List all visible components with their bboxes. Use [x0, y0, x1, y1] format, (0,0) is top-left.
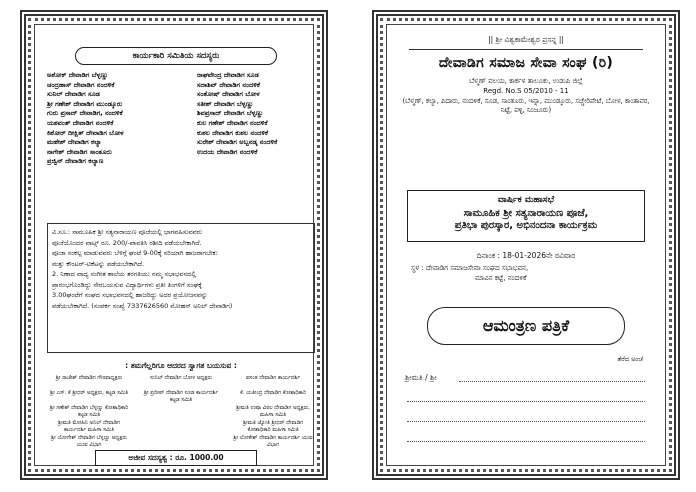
- committee-member: ಚಂದ್ರಹಾಸ್ ದೇವಾಡಿಗ ನಂದಳಿಕೆ: [47, 80, 115, 89]
- committee-member: ಮಹೇಶ್ ದೇವಾಡಿಗ ಕಲ್ಯಾ: [47, 138, 102, 147]
- invitation-title: ಆಮಂತ್ರಣ ಪತ್ರಿಕೆ: [427, 307, 625, 345]
- event-line-2: ಸಾಮೂಹಿಕ ಶ್ರೀ ಸತ್ಯನಾರಾಯಣ ಪೂಜೆ,: [463, 208, 589, 219]
- committee-member: ಅಶೋಕ್ ದೇವಾಡಿಗ ಬೆಳ್ಳಣ್ಣು: [47, 71, 109, 79]
- committee-member: ಸದಾಶಿವ್ ದೇವಾಡಿಗ ನಂದಳಿಕೆ: [197, 80, 261, 89]
- committee-member: ನಾಗೇಶ್ ದೇವಾಡಿಗ ಸಾಂತೂರು: [47, 147, 112, 156]
- members-column-1: [47, 71, 124, 167]
- membership-fee-box: ಅಜೀವ ಸದಸ್ಯತ್ವ : ರೂ. 1000.00: [95, 450, 257, 466]
- committee-heading: ಕಾರ್ಯಕಾರಿ ಸಮಿತಿಯ ಸದಸ್ಯರು: [75, 47, 277, 65]
- event-venue: [411, 263, 655, 283]
- notice-line: ಪೂಜೆಯೊಂದರ ವಾಟ್ಸ್ ರೂ. 200/-ಪಾವತಿಸಿ ರಶೀದಿ ಪಡೆಯಬೇಕಾಗಿದೆ.: [52, 238, 202, 247]
- committee-member: ಸತೀಶ್ ದೇವಾಡಿಗ ಬೆಳ್ಳಣ್ಣು: [197, 99, 254, 108]
- committee-member: ಕುಶಲ ದೇವಾಡಿಗ ಕುಶಲ ನಂದಳಿಕೆ: [197, 128, 269, 137]
- notice-line: ವಿ.ಸೂ.: ಸಾಮೂಹಿಕ ಶ್ರೀ ಸತ್ಯನಾರಾಯಣ ಪೂಜೆಯಲ್ಲಿ ಭಾಗವಹಿಸುವವರು: [52, 228, 203, 236]
- office-bearer: ಶ್ರೀ ರಾಜೇಶ್ ದೇವಾಡಿಗ ಗೌರವಾಧ್ಯಕ್ಷರು: [55, 375, 123, 381]
- members-column-2: [197, 71, 277, 157]
- committee-member: ಕಿಶೋರ್ ದೀಕ್ಷಿತ್ ದೇವಾಡಿಗ ಬೋಳ: [47, 128, 124, 137]
- postage-label: ತೆರೆದ ಅಂಚೆ: [617, 355, 643, 363]
- office-bearer: ಶ್ರೀಮತಿ ಮೋಹಿನಿ ಅನಿಲ್ ದೇವಾಡಿಗ ಕಾರ್ಯದರ್ಶಿ ಮಹಿಳಾ ಸಮಿತಿ: [58, 420, 120, 433]
- office-bearer: ಕೆ. ಯತೀಂದ್ರ ದೇವಾಡಿಗ ಕೋಶಾಧಿಕಾರಿ: [240, 390, 306, 396]
- office-bearer: ಶ್ರೀಮತಿ ಉಷಾ ವಿಠಲ ದೇವಾಡಿಗ ಅಧ್ಯಕ್ಷರು, ಮಹಿಳಾ ಸಮಿತಿ: [236, 405, 310, 418]
- committee-member: ಪ್ರಜ್ವಿನ್ ದೇವಾಡಿಗ ಕಲ್ಯಾಣ: [47, 157, 104, 166]
- committee-member: ಸಂತೋಷ್ ದೇವಾಡಿಗ ಬೋಳ: [197, 90, 260, 99]
- address-line: [407, 401, 645, 402]
- office-bearer: ಶ್ರೀ ಲೋಕೇಶ್ ದೇವಾಡಿಗ ಕಾರ್ಯದರ್ಶಿ ಯುವ ವಿಭಾಗ: [233, 435, 313, 448]
- organization-name: ದೇವಾಡಿಗ ಸಮಾಜ ಸೇವಾ ಸಂಘ (ರಿ): [438, 55, 614, 71]
- office-bearer: ವಸಂತ ದೇವಾಡಿಗ ಕಾರ್ಯದರ್ಶಿ: [245, 375, 301, 381]
- notice-line: 3.00ಘಂಟೆಗೆ ಸಂಘದ ಸಭಾಭವನದಲ್ಲಿ ಹಾಜರಿದ್ದು ಅದರ ಪ್ರಯೋಜನವನ್ನು: [52, 291, 208, 299]
- notice-line: 2. ನಿಣಾದ ವಾದ್ಯ ಸಂಗೀತ ಶಾಲೆಯ ತರಗತಿಯು ನಮ್ಮ ಸಭಾಭವನದಲ್ಲಿ: [52, 270, 197, 278]
- office-bearer: ಶ್ರೀ ಗಣೇಶ್ ದೇವಾಡಿಗ ಬೆಳ್ಳಣ್ಣು ಕೋಶಾಧಿಕಾರಿ ಕಟ್ಟಡ ಸಮಿತಿ: [49, 405, 129, 418]
- office-bearer: ಸುನಿಲ್ ದೇವಾಡಿಗ ಬೋಳ ಅಧ್ಯಕ್ಷರು: [150, 375, 212, 381]
- office-bearer: ಶ್ರೀಮತಿ ಜ್ಯೋತಿ ಶ್ರೀಧರ್ ದೇವಾಡಿಗ ಕೋಶಾಧಿಕಾರಿ ಮಹಿಳಾ ಸಮಿತಿ: [242, 420, 304, 433]
- committee-member: ಶ್ರೀ ಗಣೇಶ್ ದೇವಾಡಿಗ ಮುಂಡ್ಕೂರು: [47, 99, 123, 108]
- event-box: [407, 190, 645, 242]
- committee-member: ಯಶವಂತ್ ದೇವಾಡಿಗ ನಂದಳಿಕೆ: [47, 118, 114, 127]
- notice-line: ಪೂಜಾ ಸಂಕಲ್ಪ ಮಾಡುವವರು ಬೆಳಿಗ್ಗೆ ಘಂಟೆ 9-00ಕ್ಕೆ ಸರಿಯಾಗಿ ಹಾಜರಾಗಬೇಕು: [52, 249, 218, 257]
- committee-member: ಗುರು ಪ್ರಸಾದ್ ದೇವಾಡಿಗ, ನಂದಳಿಕೆ: [47, 109, 123, 118]
- notice-line: ಪಡೆಯಬೇಕಾಗಿದೆ. (ಸಂಪರ್ಕ ಸಂಖ್ಯೆ 7337626560 ಮೋಹನ್ ಅನಿಲ್ ದೇವಾಡಿಗ): [52, 301, 233, 310]
- branch-list: (ಬೆಳ್ಮಣ್, ಕಲ್ಯಾ, ಪಿದಾರು, ನಂದಳಿಕೆ, ಸೂಡ, ಸಾಂತೂರು, ಇನ್ನಾ, ಮುಂಡ್ಕೂರು, ಸಚ್ಚೇರಿಪೇಟೆ, ಬೋಳ, ಕಾಂತಾವರ, ನಿಟ್ಟೆ, ಪಳ್ಳಿ, ನಿಂಜೂರು): [402, 97, 650, 115]
- office-bearer: ಶ್ರೀ ಯೋಗೇಶ್ ದೇವಾಡಿಗ ಬೆಳ್ಳಣ್ಣು ಅಧ್ಯಕ್ಷರು ಯುವ ವಿಭಾಗ: [51, 435, 127, 448]
- notice-line: ಮತ್ತು ಕೌಂಟರ್-ಟಿಕೆಟನ್ನು ಪಡೆಯಬೇಕಾಗಿದೆ.: [52, 259, 145, 268]
- event-title: ವಾರ್ಷಿಕ ಮಹಾಸಭೆ: [497, 195, 555, 205]
- notice-line: ಪ್ರಾರಂಭಗೊಂಡಿದ್ದು ಸೇರಬಯಸುವ ವಿದ್ಯಾರ್ಥಿಗಳು ಪ್ರತೀ ತಿಂಗಳಿಗೆ ಸಂಘಕ್ಕೆ: [52, 280, 202, 289]
- addressee-label: ಶ್ರೀಮತಿ / ಶ್ರೀ: [405, 373, 437, 382]
- back-cover-inner-frame: [34, 24, 314, 466]
- back-cover-panel: [20, 10, 328, 480]
- address-line: [407, 441, 645, 442]
- office-bearer: ಶ್ರೀ ಪ್ರದೀಪ್ ದೇವಾಡಿಗ ಸೂಡ ಕಾರ್ಯದರ್ಶಿ ಕಟ್ಟಡ ಸಮಿತಿ: [143, 390, 219, 403]
- organization-address: ಬೆಳ್ಮಣ್ ವಲಯ, ಕಾರ್ಕಳ ತಾಲೂಕು, ಉಡುಪಿ ಜಿಲ್ಲೆ: [469, 77, 583, 85]
- registration-number: Regd. No.S 05/2010 - 11: [483, 87, 569, 95]
- event-line-3: ಪ್ರತಿಭಾ ಪುರಸ್ಕಾರ, ಅಭಿನಂದನಾ ಕಾರ್ಯಕ್ರಮ: [454, 220, 598, 231]
- notice-box: [47, 223, 315, 353]
- welcome-heading: : ತಮಗೆಲ್ಲರಿಗೂ ಆದರದ ಸ್ವಾಗತ ಬಯಸುವ :: [125, 361, 237, 370]
- front-cover-panel: [372, 10, 680, 480]
- event-date: ದಿನಾಂಕ : 18-01-2026ನೇ ರವಿವಾರ: [476, 251, 576, 260]
- venue-line-1: ಸ್ಥಳ : ದೇವಾಡಿಗ ಸಮಾಜಸೇವಾ ಸಂಘದ ಸಭಾಭವನ,: [411, 264, 529, 272]
- office-bearer: ಶ್ರೀ ಎಸ್. ಕೆ ಶ್ರೀಧರ್ ಅಧ್ಯಕ್ಷರು, ಕಟ್ಟಡ ಸಮಿತಿ: [50, 390, 128, 396]
- committee-member: ಉದಯ ದೇವಾಡಿಗ ನಂದಳಿಕೆ: [197, 147, 258, 156]
- committee-member: ರಾಘವೇಂದ್ರ ದೇವಾಡಿಗ ಸೂಡ: [197, 71, 259, 79]
- divider: [409, 49, 643, 50]
- committee-member: ಕುಲ ಗಣೇಶ್ ದೇವಾಡಿಗ ನಂದಳಿಕೆ: [197, 118, 268, 127]
- committee-member: ಸುರೇಶ್ ದೇವಾಡಿಗ ಅಬ್ಬನಡ್ಕ ನಂದಳಿಕೆ: [197, 138, 278, 147]
- address-line: [407, 421, 645, 422]
- committee-member: ಶಿವಪ್ರಸಾದ್ ದೇವಾಡಿಗ ಬೆಳ್ಳಣ್ಣು: [197, 109, 264, 118]
- committee-member: ಸುನಿಲ್ ದೇವಾಡಿಗ ಸೂಡ: [47, 90, 100, 99]
- front-cover-inner-frame: [386, 24, 666, 466]
- invocation-text: || ಶ್ರೀ ವಿಶ್ವಕಾಮೇಶ್ವರ ಪ್ರಸನ್ನ ||: [488, 35, 564, 44]
- venue-line-2: ಮಾವಿನ ಕಟ್ಟೆ, ನಂದಳಿಕೆ: [475, 274, 527, 282]
- address-line: [459, 381, 645, 382]
